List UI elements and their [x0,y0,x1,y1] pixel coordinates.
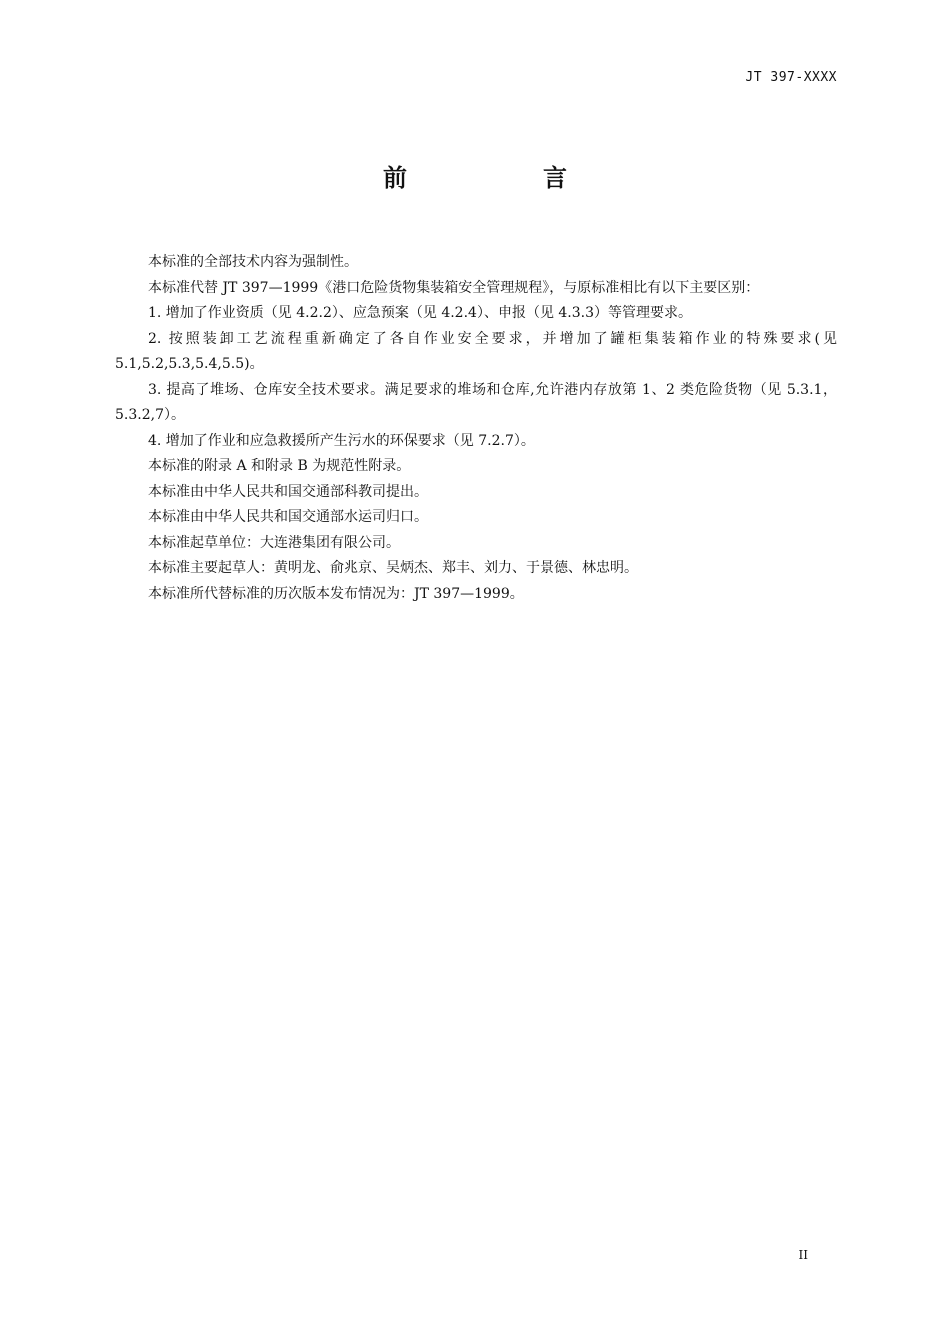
paragraph-mandatory: 本标准的全部技术内容为强制性。 [148,254,358,270]
page-title: 前 言 [383,164,623,192]
paragraph-change-2: 2. 按照装卸工艺流程重新确定了各自作业安全要求，并增加了罐柜集装箱作业的特殊要求(见 5.1,5.2,5.3,5.4,5.5)。 [115,330,837,372]
paragraph-centralized-by: 本标准由中华人民共和国交通部水运司归口。 [148,509,428,525]
paragraph-history: 本标准所代替标准的历次版本发布情况为：JT 397—1999。 [148,585,524,602]
paragraph-change-4: 4. 增加了作业和应急救援所产生污水的环保要求（见 7.2.7）。 [148,432,535,449]
paragraph-change-1: 1. 增加了作业资质（见 4.2.2）、应急预案（见 4.2.4）、申报（见 4.3.3）等管理要求。 [148,305,693,321]
page-number: II [798,1248,808,1262]
paragraph-change-3: 3. 提高了堆场、仓库安全技术要求。满足要求的堆场和仓库,允许港内存放第 1、2 类危险货物（见 5.3.1，5.3.2,7）。 [115,381,837,423]
document-code: JT 397-XXXX [745,70,837,85]
paragraph-drafters: 本标准主要起草人：黄明龙、俞兆京、吴炳杰、郑丰、刘力、于景德、林忠明。 [148,560,638,576]
paragraph-proposed-by: 本标准由中华人民共和国交通部科教司提出。 [148,483,428,500]
paragraph-annex: 本标准的附录 A 和附录 B 为规范性附录。 [148,458,411,474]
paragraph-replaces: 本标准代替 JT 397—1999《港口危险货物集装箱安全管理规程》，与原标准相比有以下主要区别： [148,279,760,296]
paragraph-drafting-unit: 本标准起草单位：大连港集团有限公司。 [148,534,400,551]
foreword-body [115,250,837,607]
